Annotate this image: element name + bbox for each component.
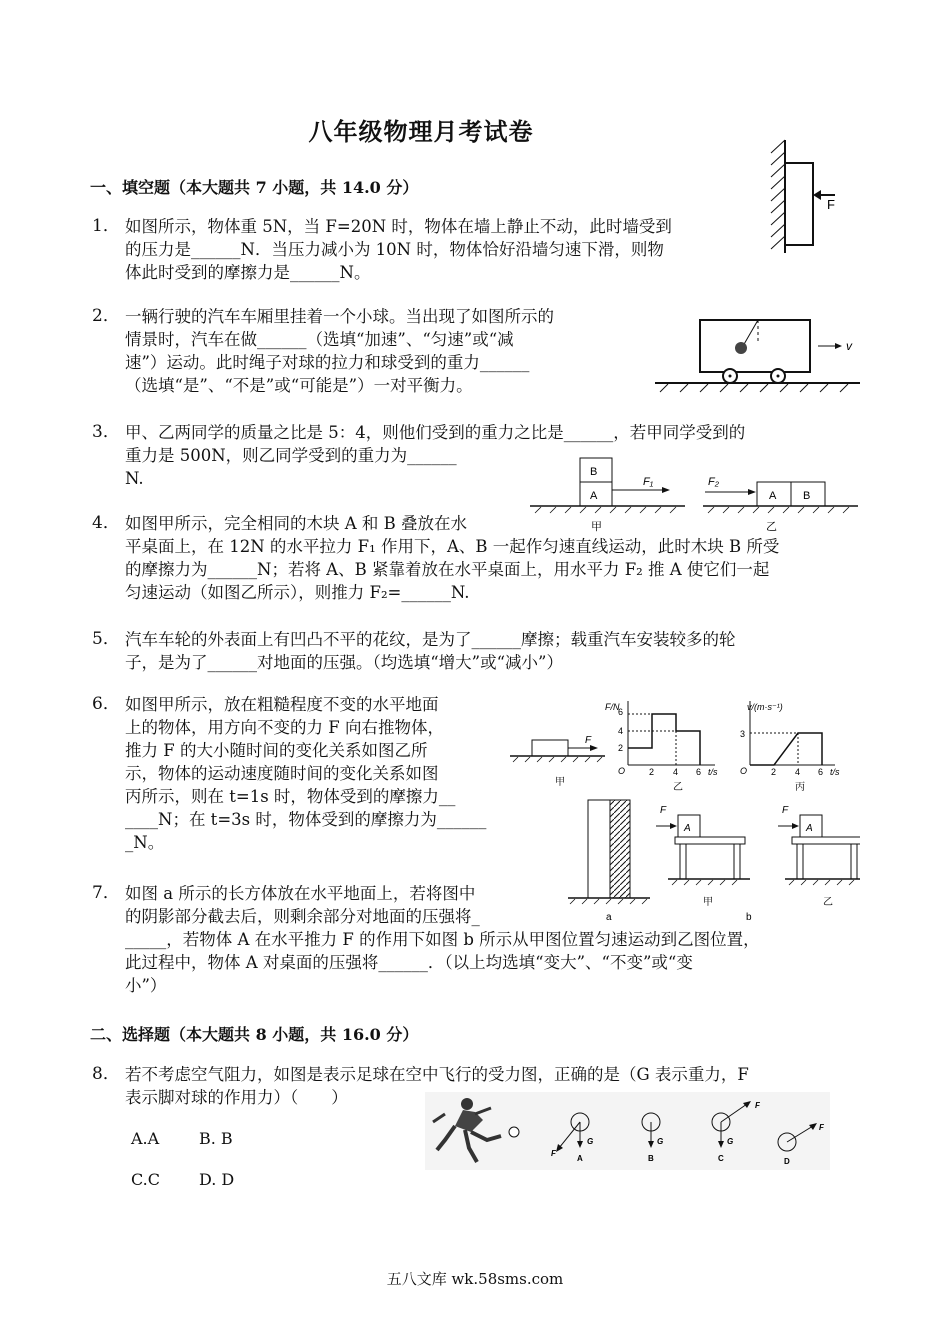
svg-text:v: v [846,339,852,353]
svg-text:乙: 乙 [673,782,683,793]
svg-text:t/s: t/s [708,767,718,777]
option-b[interactable]: B. B [199,1129,233,1148]
page-title: 八年级物理月考试卷 [308,117,534,146]
svg-text:甲: 甲 [555,777,565,788]
svg-text:G: G [657,1137,664,1146]
svg-text:A: A [684,823,691,834]
svg-text:a: a [606,912,612,923]
svg-text:O: O [740,766,748,776]
option-d[interactable]: D. D [199,1170,235,1189]
svg-text:D: D [784,1157,790,1166]
svg-text:2: 2 [618,743,624,753]
footer-watermark: 五八文库 wk.58sms.com [386,1270,564,1288]
svg-text:b: b [746,912,752,923]
svg-text:A: A [769,490,777,502]
svg-text:F: F [827,197,835,212]
wall-block-figure [765,135,855,260]
svg-text:F: F [585,735,592,746]
svg-text:甲: 甲 [591,521,602,533]
svg-text:丙: 丙 [795,782,805,793]
force-velocity-graphs-figure [505,693,855,793]
question-number: 4． [92,513,120,533]
section-heading-fill-blank: 一、填空题（本大题共 7 小题，共 14.0 分） [90,178,419,197]
svg-text:A: A [577,1154,583,1163]
svg-text:t/s: t/s [830,767,840,777]
svg-text:F: F [755,1101,760,1110]
question-text: 如图甲所示，完全相同的木块 A 和 B 叠放在水 平桌面上，在 12N 的水平拉力 F₁ 作用下，A、B 一起作匀速直线运动，此时木块 B 所受 的摩擦力为______N；若将 A、B 紧靠着放在水平桌面上，用水平力 F₂ 推 A 使它们一起 匀速运动（如图乙所示），则推力 F₂=______N. [125,514,780,602]
question-number: 8． [92,1064,120,1084]
svg-text:F: F [660,805,667,816]
svg-text:甲: 甲 [703,897,713,908]
car-pendulum-figure [650,312,865,394]
option-a[interactable]: A.A [131,1129,160,1148]
svg-text:O: O [618,766,626,776]
svg-text:乙: 乙 [823,897,833,908]
svg-text:2: 2 [771,767,777,777]
question-number: 5． [92,629,120,649]
question-number: 1． [92,216,120,236]
question-number: 2． [92,306,120,326]
svg-text:B: B [648,1154,654,1163]
section-heading-multiple-choice: 二、选择题（本大题共 8 小题，共 16.0 分） [90,1025,419,1044]
svg-text:F: F [551,1149,556,1158]
question-text: 甲、乙两同学的质量之比是 5：4，则他们受到的重力之比是______，若甲同学受到的 重力是 500N，则乙同学受到的重力为______ N. [125,423,746,488]
svg-text:6: 6 [818,767,824,777]
svg-text:G: G [727,1137,734,1146]
svg-text:C: C [718,1154,724,1163]
svg-text:4: 4 [618,726,624,736]
svg-text:B: B [590,466,598,478]
svg-text:B: B [803,490,811,502]
svg-text:F₂: F₂ [708,476,719,488]
question-text: 如图甲所示，放在粗糙程度不变的水平地面 上的物体，用方向不变的力 F 向右推物体， 推力 F 的大小随时间的变化关系如图乙所 示，物体的运动速度随时间的变化关系如图 丙所示，则在 t=1s 时，物体受到的摩擦力__ ____N；在 t=3s 时，物体受到的摩擦力为______ _N。 [125,695,487,852]
svg-text:F/N: F/N [605,702,620,712]
svg-text:A: A [590,490,598,502]
svg-text:3: 3 [740,729,746,739]
question-text: 如图所示，物体重 5N，当 F=20N 时，物体在墙上静止不动，此时墙受到 的压力是______N．当压力减小为 10N 时，物体恰好沿墙匀速下滑，则物 体此时受到的摩擦力是______N。 [125,217,672,282]
svg-text:A: A [806,823,813,834]
svg-text:乙: 乙 [766,521,777,533]
football-force-figure [425,1092,830,1170]
question-text: 若不考虑空气阻力，如图是表示足球在空中飞行的受力图，正确的是（G 表示重力，F 表示脚对球的作用力）（ ） [125,1065,749,1107]
svg-text:F₁: F₁ [643,476,654,488]
question-text: 一辆行驶的汽车车厢里挂着一个小球。当出现了如图所示的 情景时，汽车在做______（选填“加速”、“匀速”或“减 速”）运动。此时绳子对球的拉力和球受到的重力______ （选填“是”、“不是”或“可能是”）一对平衡力。 [125,307,554,395]
question-number: 6． [92,694,120,714]
svg-text:F: F [819,1123,824,1132]
svg-text:4: 4 [795,767,801,777]
svg-text:2: 2 [649,767,655,777]
svg-text:4: 4 [673,767,679,777]
svg-text:v/(m·s⁻¹): v/(m·s⁻¹) [747,702,783,712]
svg-text:G: G [587,1137,594,1146]
question-text: 汽车车轮的外表面上有凹凸不平的花纹，是为了______摩擦；载重汽车安装较多的轮 子，是为了______对地面的压强。（均选填“增大”或“减小”） [125,630,736,672]
svg-text:6: 6 [618,707,624,717]
question-text: 如图 a 所示的长方体放在水平地面上，若将图中 的阴影部分截去后，则剩余部分对地面的压强将_ _____，若物体 A 在水平推力 F 的作用下如图 b 所示从甲图位置匀速运动到乙图位置， 此过程中，物体 A 对桌面的压强将______．（以上均选填“变大”、“不变”或“变 小”） [125,884,760,995]
svg-text:6: 6 [696,767,702,777]
question-number: 7． [92,883,120,903]
option-c[interactable]: C.C [131,1170,160,1189]
svg-text:F: F [782,805,789,816]
question-number: 3． [92,422,120,442]
